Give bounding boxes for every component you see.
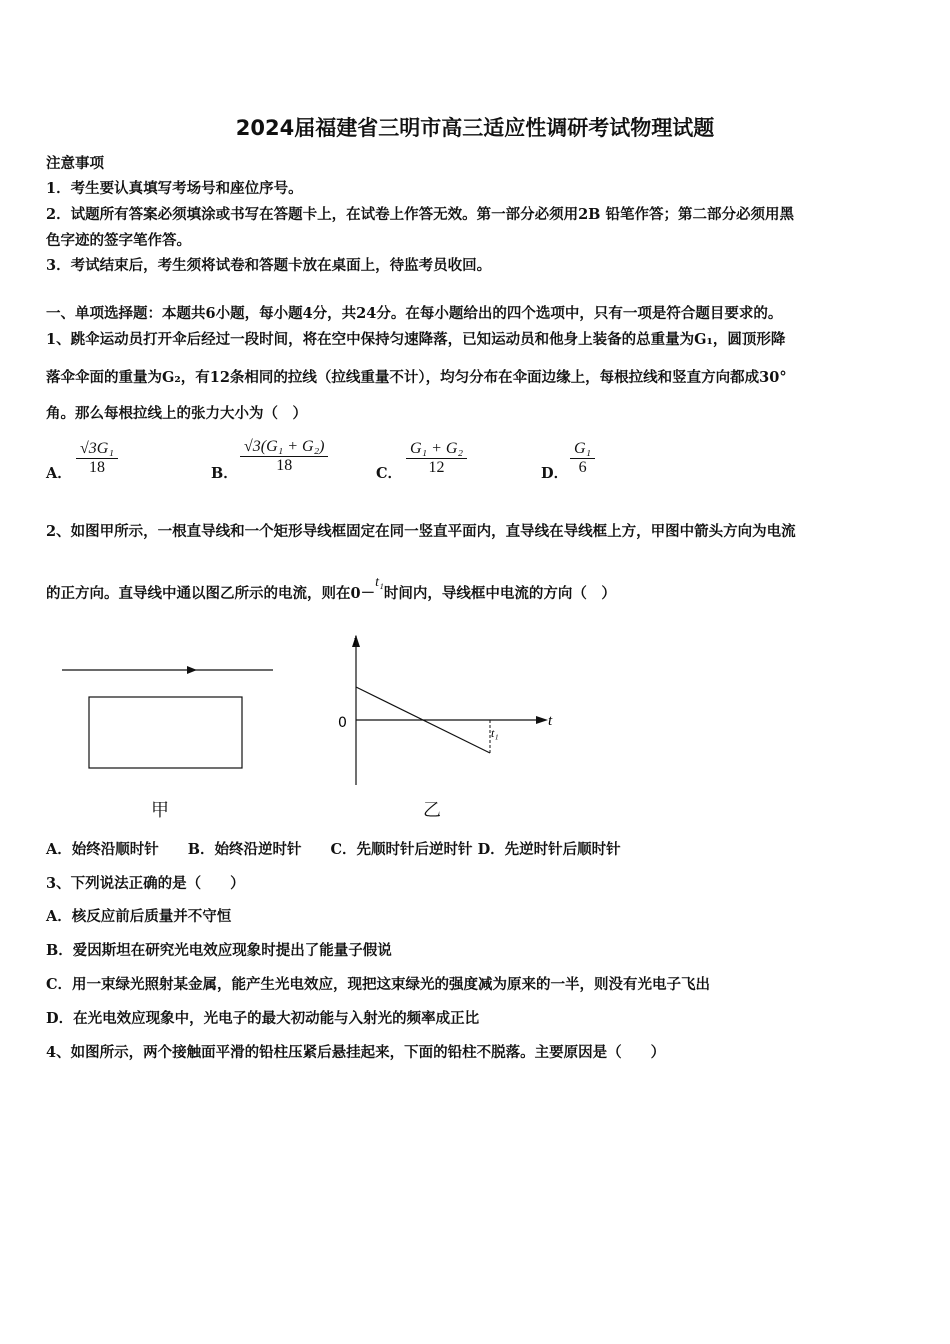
- notice-item: 2．试题所有答案必须填涂或书写在答题卡上，在试卷上作答无效。第一部分必须用2B 铅笔作答；第二部分必须用黑: [46, 206, 794, 223]
- q1-option-b-label[interactable]: B．: [211, 465, 238, 482]
- notice-item: 色字迹的签字笔作答。: [46, 232, 191, 249]
- q3-option-d[interactable]: D．在光电效应现象中，光电子的最大初动能与入射光的频率成正比: [46, 1010, 480, 1027]
- q1-option-d-formula[interactable]: [570, 440, 595, 477]
- notice-item: 3．考试结束后，考生须将试卷和答题卡放在桌面上，待监考员收回。: [46, 257, 492, 274]
- current-arrow-icon: [187, 666, 197, 674]
- axis-i-label: i: [353, 633, 358, 649]
- q1-option-a-label[interactable]: A．: [46, 465, 72, 482]
- q1-option-a-formula[interactable]: [76, 440, 118, 477]
- q1-option-b-formula[interactable]: [240, 438, 328, 475]
- figure-yi-graph: [330, 625, 570, 795]
- figure-yi-label: 乙: [423, 800, 441, 821]
- rectangular-loop: [89, 697, 242, 768]
- q1-option-d-label[interactable]: D．: [541, 465, 569, 482]
- q1-option-a-denominator: 18: [76, 458, 118, 477]
- origin-label: 0: [338, 715, 347, 731]
- q2-options[interactable]: A．始终沿顺时针 B．始终沿逆时针 C．先顺时针后逆时针 D．先逆时针后顺时针: [46, 841, 621, 858]
- q1-option-c-denominator: 12: [406, 458, 467, 477]
- figure-jia-label: 甲: [151, 800, 169, 821]
- q2-stem-line2: [46, 575, 616, 603]
- q1-stem-line1: 1、跳伞运动员打开伞后经过一段时间，将在空中保持匀速降落，已知运动员和他身上装备的总重量为G₁，圆顶形降: [46, 331, 786, 348]
- q3-stem: 3、下列说法正确的是（ ）: [46, 875, 245, 892]
- q2-stem-part1: 的正方向。直导线中通以图乙所示的电流，则在0－: [46, 585, 376, 602]
- q1-option-b-numerator: √3(G₁ + G₂): [244, 438, 325, 455]
- q3-option-b[interactable]: B．爱因斯坦在研究光电效应现象时提出了能量子假说: [46, 942, 392, 959]
- q2-stem-part2: 时间内，导线框中电流的方向（ ）: [383, 585, 616, 602]
- section-heading: 一、单项选择题：本题共6小题，每小题4分，共24分。在每小题给出的四个选项中，只有一项是符合题目要求的。: [46, 305, 783, 322]
- q4-stem: 4、如图所示，两个接触面平滑的铅柱压紧后悬挂起来，下面的铅柱不脱落。主要原因是（ ）: [46, 1044, 666, 1061]
- notice-heading: 注意事项: [46, 155, 104, 172]
- q1-option-d-denominator: 6: [570, 458, 595, 477]
- q2-stem-line1: 2、如图甲所示，一根直导线和一个矩形导线框固定在同一竖直平面内，直导线在导线框上方，甲图中箭头方向为电流: [46, 523, 796, 540]
- q1-option-c-label[interactable]: C．: [376, 465, 403, 482]
- q3-option-a[interactable]: A．核反应前后质量并不守恒: [46, 908, 232, 925]
- t1-label: t₁: [491, 726, 499, 740]
- page-title: 2024届福建省三明市高三适应性调研考试物理试题: [235, 116, 715, 140]
- q3-option-c[interactable]: C．用一束绿光照射某金属，能产生光电效应，现把这束绿光的强度减为原来的一半，则没有光电子飞出: [46, 976, 711, 993]
- q1-stem-line2: 落伞伞面的重量为G₂，有12条相同的拉线（拉线重量不计），均匀分布在伞面边缘上，每根拉线和竖直方向都成30°: [46, 369, 787, 386]
- figure-jia: [55, 650, 285, 830]
- q1-option-c-numerator: G₁ + G₂: [410, 440, 464, 457]
- notice-item: 1．考生要认真填写考场号和座位序号。: [46, 180, 303, 197]
- q1-option-b-denominator: 18: [240, 456, 328, 475]
- q1-option-c-formula[interactable]: [406, 440, 467, 477]
- q1-option-d-numerator: G₁: [574, 440, 592, 457]
- q2-t1-symbol: t₁: [375, 575, 384, 590]
- axis-t-label: t: [548, 713, 553, 729]
- q1-stem-line3: 角。那么每根拉线上的张力大小为（ ）: [46, 405, 307, 422]
- t-axis-arrow-icon: [536, 716, 548, 724]
- q1-option-a-numerator: √3G₁: [80, 440, 114, 457]
